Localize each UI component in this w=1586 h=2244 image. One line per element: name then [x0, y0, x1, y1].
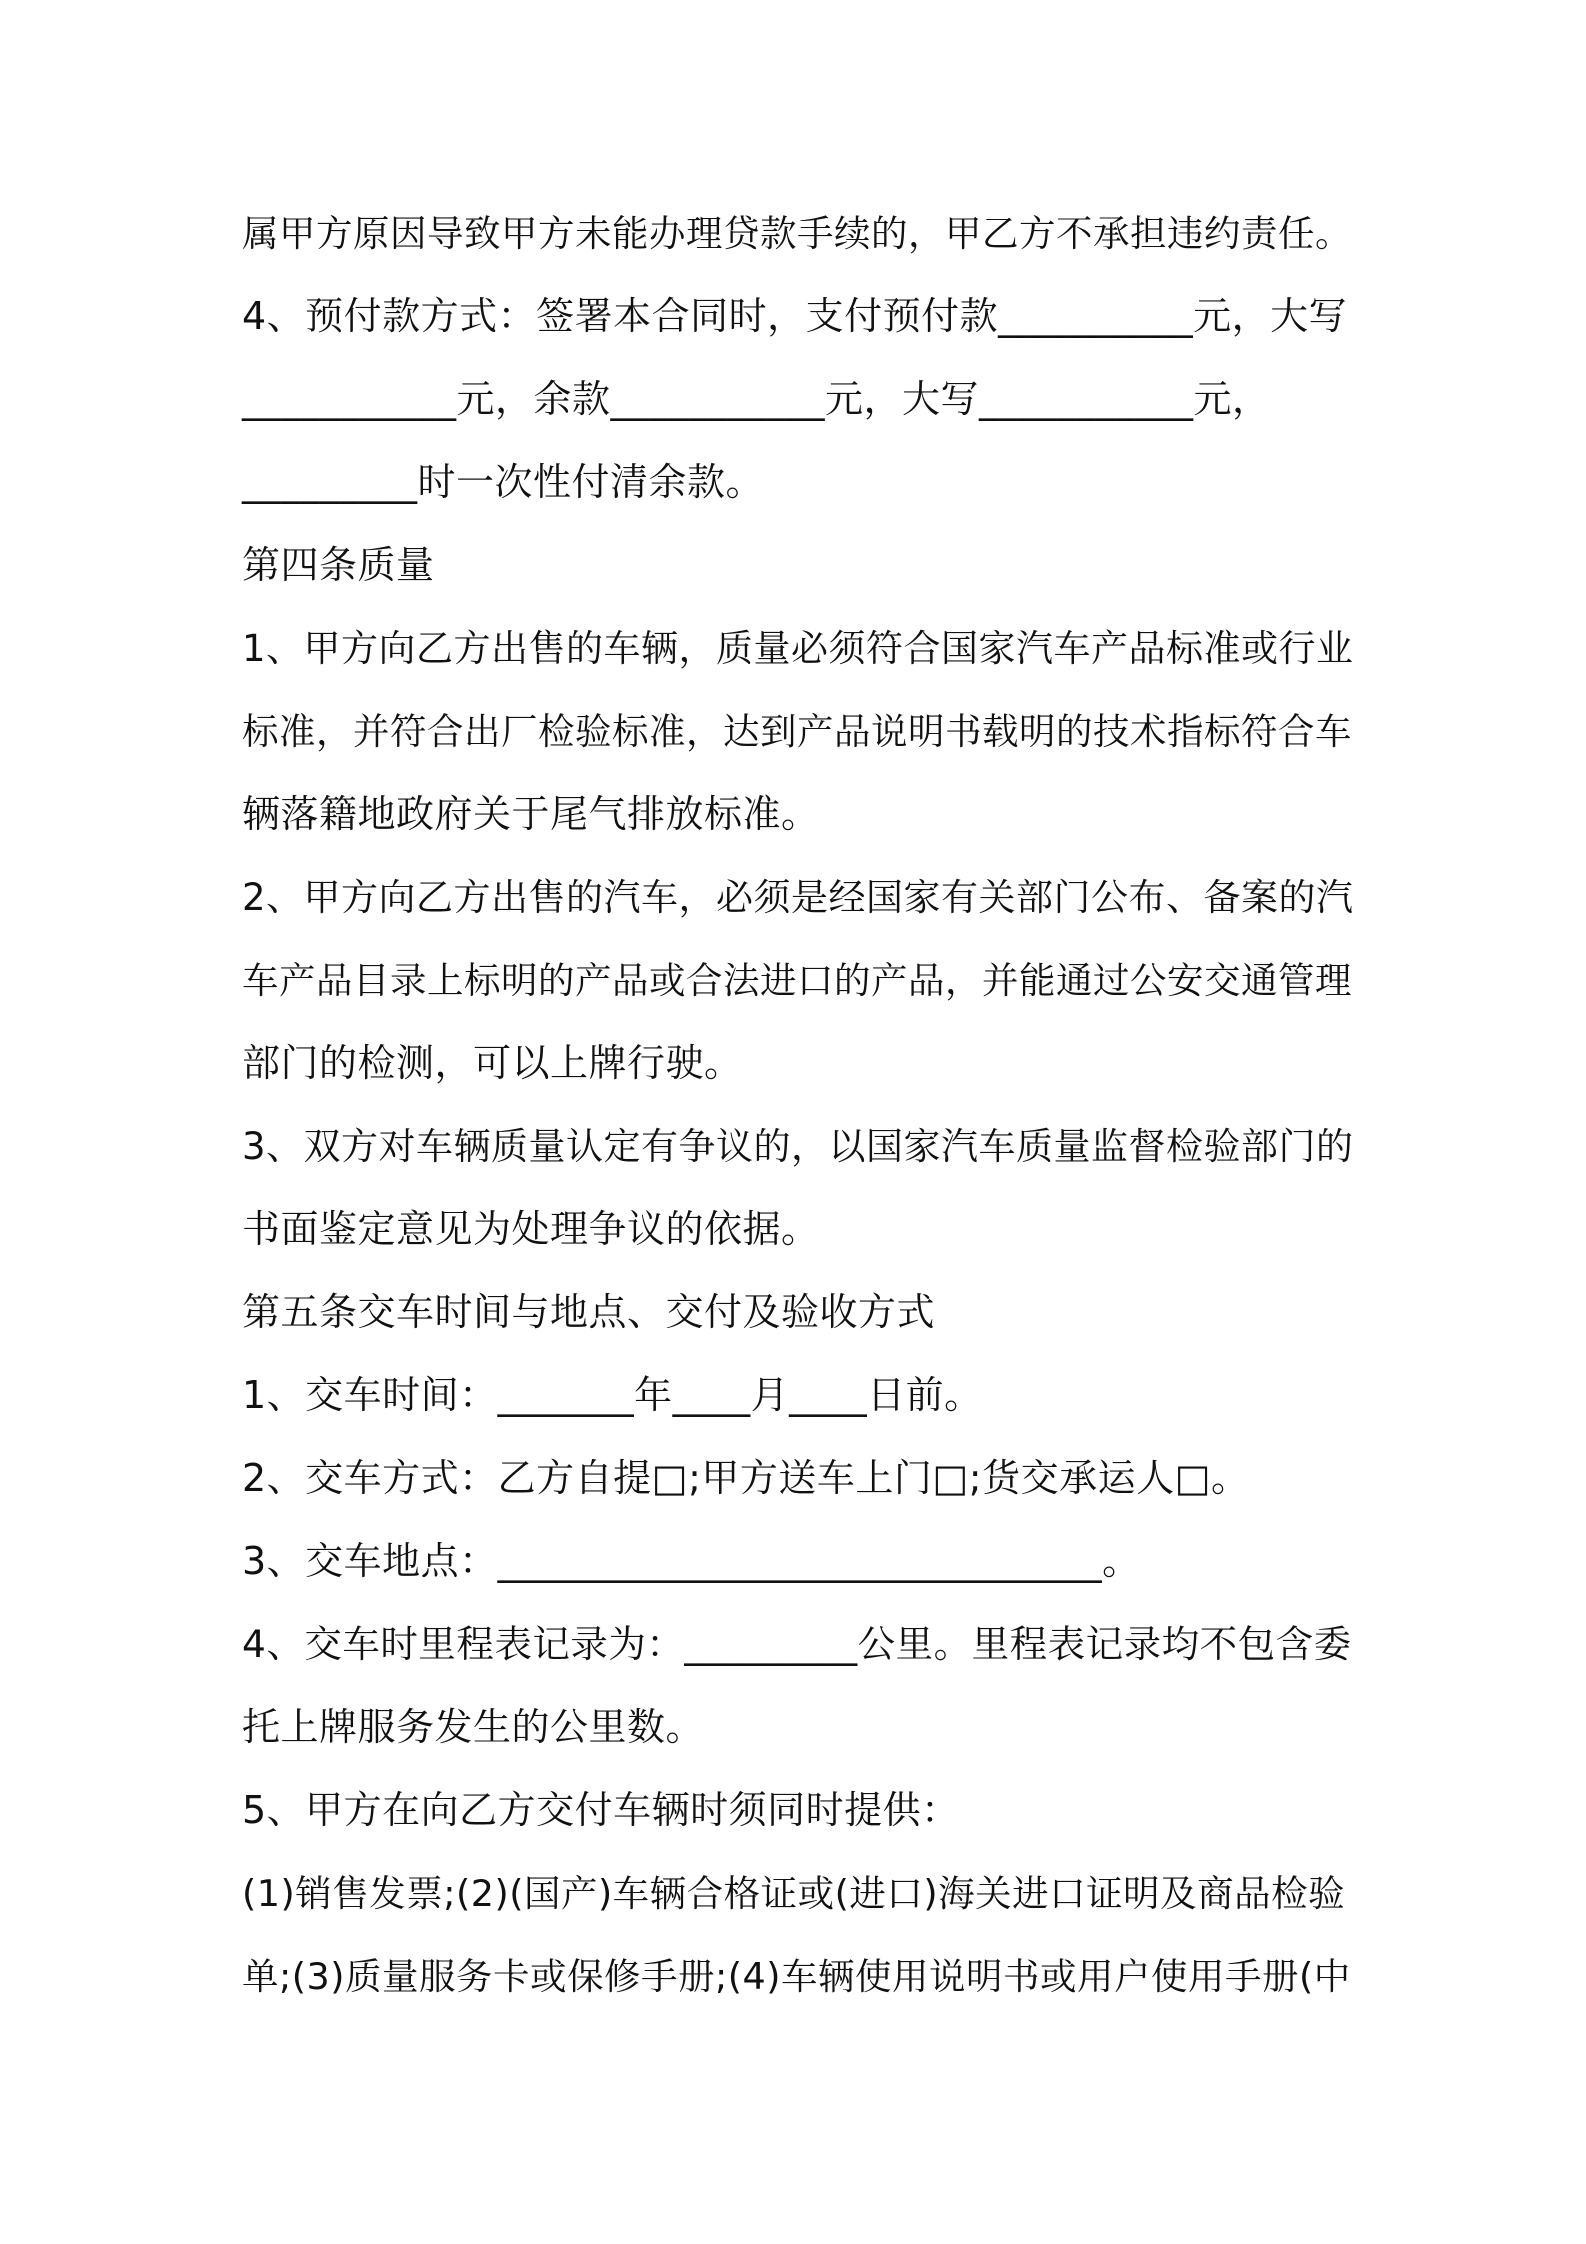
text-line: 书面鉴定意见为处理争议的依据。 — [242, 1207, 820, 1251]
text-line: ___________元，余款___________元，大写___________元， — [242, 377, 1271, 421]
text-line: 部门的检测，可以上牌行驶。 — [242, 1041, 743, 1085]
text-line: 辆落籍地政府关于尾气排放标准。 — [242, 792, 820, 836]
section-heading: 第四条质量 — [242, 543, 435, 587]
text-line: 1、交车时间：_______年____月____日前。 — [242, 1373, 983, 1417]
text-line: 3、交车地点：_______________________________。 — [242, 1539, 1141, 1583]
text-line: _________时一次性付清余款。 — [242, 460, 765, 504]
text-line: 4、交车时里程表记录为：_________公里。里程表记录均不包含委 — [242, 1622, 1352, 1666]
text-line: 1、甲方向乙方出售的车辆，质量必须符合国家汽车产品标准或行业 — [242, 627, 1354, 670]
text-line: 4、预付款方式：签署本合同时，支付预付款__________元，大写 — [242, 294, 1348, 338]
text-line: 2、甲方向乙方出售的汽车，必须是经国家有关部门公布、备案的汽 — [242, 876, 1354, 919]
text-line: 单;(3)质量服务卡或保修手册;(4)车辆使用说明书或用户使用手册(中 — [242, 1955, 1351, 1998]
text-line: 2、交车方式：乙方自提□;甲方送车上门□;货交承运人□。 — [242, 1456, 1250, 1500]
text-line: 5、甲方在向乙方交付车辆时须同时提供： — [242, 1788, 960, 1832]
text-line: 属甲方原因导致甲方未能办理贷款手续的，甲乙方不承担违约责任。 — [242, 212, 1352, 255]
text-line: 托上牌服务发生的公里数。 — [242, 1705, 705, 1749]
text-line: 标准，并符合出厂检验标准，达到产品说明书载明的技术指标符合车 — [242, 710, 1352, 753]
contract-text — [242, 192, 1354, 2018]
text-line: 车产品目录上标明的产品或合法进口的产品，并能通过公安交通管理 — [242, 959, 1352, 1002]
section-heading: 第五条交车时间与地点、交付及验收方式 — [242, 1290, 936, 1334]
text-line: (1)销售发票;(2)(国产)车辆合格证或(进口)海关进口证明及商品检验 — [242, 1872, 1346, 1915]
text-line: 3、双方对车辆质量认定有争议的，以国家汽车质量监督检验部门的 — [242, 1125, 1354, 1168]
